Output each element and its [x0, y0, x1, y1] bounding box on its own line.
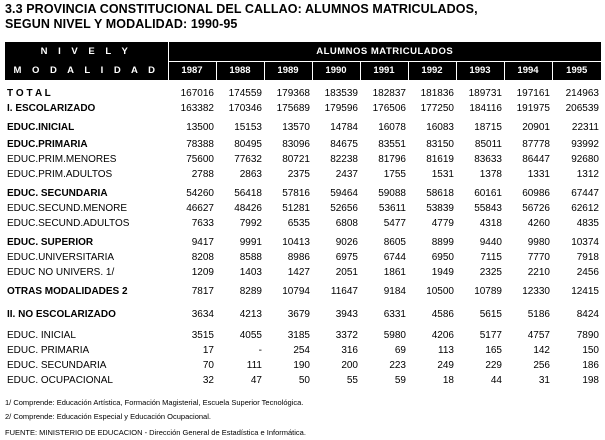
- value-cell-1993: 2325: [479, 267, 502, 278]
- value-cell-1991: 59088: [378, 188, 406, 199]
- value-cell-1989: 57816: [282, 188, 310, 199]
- value-cell-1995: 12415: [571, 286, 599, 297]
- table-row: [5, 250, 601, 265]
- value-cell-1994: 191975: [516, 103, 550, 114]
- value-cell-1987: 13500: [186, 122, 214, 133]
- value-cell-1989: 175689: [276, 103, 310, 114]
- value-cell-1994: 86447: [522, 154, 550, 165]
- value-cell-1992: 6950: [431, 252, 454, 263]
- row-label: EDUC. SECUNDARIA: [7, 188, 108, 199]
- row-label: OTRAS MODALIDADES 2: [7, 286, 128, 297]
- table-row: [5, 373, 601, 388]
- row-label: EDUC.SECUND.ADULTOS: [7, 218, 130, 229]
- header-year-1989: 1989: [264, 61, 312, 80]
- value-cell-1991: 16078: [378, 122, 406, 133]
- value-cell-1994: 2210: [527, 267, 550, 278]
- table-row: [5, 201, 601, 216]
- value-cell-1994: 9980: [527, 237, 550, 248]
- value-cell-1994: 20901: [522, 122, 550, 133]
- value-cell-1995: 2456: [576, 267, 599, 278]
- table-row: [5, 265, 601, 280]
- header-nivel: N I V E L Y: [5, 42, 168, 61]
- value-cell-1988: 1403: [239, 267, 262, 278]
- value-cell-1992: 4779: [431, 218, 454, 229]
- value-cell-1988: 7992: [239, 218, 262, 229]
- value-cell-1987: 70: [202, 360, 214, 371]
- value-cell-1989: 6535: [287, 218, 310, 229]
- value-cell-1989: 50: [298, 375, 310, 386]
- enrollment-table: [5, 42, 601, 388]
- value-cell-1995: 206539: [565, 103, 599, 114]
- value-cell-1988: 2863: [239, 169, 262, 180]
- value-cell-1993: 44: [490, 375, 502, 386]
- value-cell-1990: 316: [341, 345, 358, 356]
- row-label: EDUC.PRIM.ADULTOS: [7, 169, 113, 180]
- row-label: T O T A L: [7, 88, 51, 99]
- table-row: [5, 152, 601, 167]
- header-year-1994: 1994: [504, 61, 552, 80]
- table-row: [5, 284, 601, 299]
- value-cell-1989: 3185: [287, 330, 310, 341]
- value-cell-1988: -: [258, 345, 262, 356]
- value-cell-1995: 62612: [571, 203, 599, 214]
- value-cell-1991: 5477: [383, 218, 406, 229]
- table-row: [5, 216, 601, 231]
- value-cell-1987: 17: [202, 345, 214, 356]
- row-label: II. NO ESCOLARIZADO: [7, 309, 116, 320]
- header-year-1992: 1992: [408, 61, 456, 80]
- table-row: [5, 328, 601, 343]
- value-cell-1988: 111: [246, 360, 262, 371]
- value-cell-1992: 4586: [431, 309, 454, 320]
- value-cell-1987: 1209: [191, 267, 214, 278]
- row-label: I. ESCOLARIZADO: [7, 103, 96, 114]
- table-row: [5, 101, 601, 116]
- value-cell-1993: 55843: [474, 203, 502, 214]
- value-cell-1990: 55: [346, 375, 358, 386]
- value-cell-1993: 7115: [480, 252, 502, 263]
- value-cell-1987: 32: [202, 375, 214, 386]
- table-row: [5, 137, 601, 152]
- value-cell-1992: 8899: [431, 237, 454, 248]
- value-cell-1989: 10794: [282, 286, 310, 297]
- value-cell-1994: 7770: [527, 252, 550, 263]
- value-cell-1990: 11647: [330, 286, 358, 297]
- value-cell-1989: 8986: [287, 252, 310, 263]
- value-cell-1993: 5177: [479, 330, 502, 341]
- value-cell-1988: 56418: [234, 188, 262, 199]
- value-cell-1987: 163382: [180, 103, 214, 114]
- value-cell-1988: 80495: [234, 139, 262, 150]
- header-year-1987: 1987: [168, 61, 216, 80]
- value-cell-1994: 4757: [527, 330, 550, 341]
- value-cell-1993: 189731: [468, 88, 502, 99]
- value-cell-1993: 10789: [474, 286, 502, 297]
- value-cell-1990: 3943: [335, 309, 358, 320]
- value-cell-1989: 190: [293, 360, 310, 371]
- value-cell-1989: 1427: [287, 267, 310, 278]
- value-cell-1992: 4206: [431, 330, 454, 341]
- source-note: FUENTE: MINISTERIO DE EDUCACION - Dirección General de Estadística e Informática.: [5, 428, 306, 437]
- value-cell-1993: 83633: [474, 154, 502, 165]
- value-cell-1992: 58618: [426, 188, 454, 199]
- header-year-1995: 1995: [552, 61, 601, 80]
- value-cell-1991: 59: [394, 375, 406, 386]
- row-label: EDUC.PRIMARIA: [7, 139, 88, 150]
- value-cell-1995: 198: [582, 375, 599, 386]
- value-cell-1987: 75600: [186, 154, 214, 165]
- value-cell-1991: 223: [389, 360, 406, 371]
- value-cell-1987: 9417: [191, 237, 214, 248]
- value-cell-1995: 7890: [576, 330, 599, 341]
- value-cell-1989: 254: [293, 345, 310, 356]
- value-cell-1992: 16083: [426, 122, 454, 133]
- value-cell-1990: 52656: [330, 203, 358, 214]
- value-cell-1989: 80721: [282, 154, 310, 165]
- spacer-cell: [5, 299, 601, 307]
- value-cell-1990: 9026: [335, 237, 358, 248]
- value-cell-1995: 4835: [576, 218, 599, 229]
- value-cell-1994: 12330: [522, 286, 550, 297]
- value-cell-1993: 60161: [474, 188, 502, 199]
- value-cell-1988: 4055: [239, 330, 262, 341]
- value-cell-1987: 2788: [191, 169, 214, 180]
- value-cell-1992: 181836: [420, 88, 454, 99]
- value-cell-1988: 8588: [239, 252, 262, 263]
- value-cell-1989: 179368: [276, 88, 310, 99]
- row-label: EDUC. SECUNDARIA: [7, 360, 107, 371]
- value-cell-1995: 93992: [571, 139, 599, 150]
- row-label: EDUC.SECUND.MENORE: [7, 203, 128, 214]
- value-cell-1990: 14784: [330, 122, 358, 133]
- value-cell-1990: 3372: [335, 330, 358, 341]
- title-line-2: SEGUN NIVEL Y MODALIDAD: 1990-95: [5, 17, 238, 31]
- value-cell-1990: 59464: [330, 188, 358, 199]
- value-cell-1992: 1531: [431, 169, 454, 180]
- value-cell-1990: 6808: [335, 218, 358, 229]
- table-row: [5, 120, 601, 135]
- value-cell-1994: 5186: [527, 309, 550, 320]
- spacer-row: [5, 299, 601, 307]
- header-year-1991: 1991: [360, 61, 408, 80]
- table-row: [5, 86, 601, 101]
- value-cell-1994: 56726: [522, 203, 550, 214]
- table-row: [5, 235, 601, 250]
- value-cell-1987: 7817: [191, 286, 214, 297]
- value-cell-1991: 8605: [383, 237, 406, 248]
- value-cell-1995: 67447: [571, 188, 599, 199]
- value-cell-1991: 9184: [383, 286, 406, 297]
- value-cell-1992: 177250: [420, 103, 454, 114]
- table-row: [5, 358, 601, 373]
- value-cell-1991: 182837: [372, 88, 406, 99]
- value-cell-1992: 53839: [426, 203, 454, 214]
- value-cell-1988: 48426: [234, 203, 262, 214]
- value-cell-1988: 174559: [228, 88, 262, 99]
- value-cell-1989: 13570: [282, 122, 310, 133]
- header-year-1993: 1993: [456, 61, 504, 80]
- value-cell-1995: 22311: [571, 122, 599, 133]
- value-cell-1987: 46627: [186, 203, 214, 214]
- value-cell-1993: 5615: [479, 309, 502, 320]
- value-cell-1994: 256: [533, 360, 550, 371]
- value-cell-1995: 150: [582, 345, 599, 356]
- value-cell-1991: 69: [394, 345, 406, 356]
- value-cell-1987: 3634: [191, 309, 214, 320]
- value-cell-1991: 5980: [383, 330, 406, 341]
- value-cell-1993: 18715: [474, 122, 502, 133]
- value-cell-1994: 31: [538, 375, 550, 386]
- value-cell-1990: 2051: [335, 267, 358, 278]
- value-cell-1991: 53611: [378, 203, 406, 214]
- value-cell-1988: 77632: [234, 154, 262, 165]
- value-cell-1994: 142: [533, 345, 550, 356]
- value-cell-1990: 179596: [324, 103, 358, 114]
- row-label: EDUC.UNIVERSITARIA: [7, 252, 115, 263]
- value-cell-1988: 47: [250, 375, 262, 386]
- value-cell-1994: 4260: [527, 218, 550, 229]
- value-cell-1992: 81619: [426, 154, 454, 165]
- row-label: EDUC.PRIM.MENORES: [7, 154, 117, 165]
- value-cell-1990: 6975: [335, 252, 358, 263]
- value-cell-1992: 249: [437, 360, 454, 371]
- row-label: EDUC. SUPERIOR: [7, 237, 94, 248]
- value-cell-1987: 8208: [191, 252, 214, 263]
- value-cell-1991: 83551: [378, 139, 406, 150]
- value-cell-1994: 87778: [522, 139, 550, 150]
- value-cell-1993: 9440: [479, 237, 502, 248]
- value-cell-1993: 184116: [469, 103, 502, 114]
- value-cell-1993: 1378: [479, 169, 502, 180]
- value-cell-1987: 7633: [191, 218, 214, 229]
- value-cell-1989: 2375: [287, 169, 310, 180]
- value-cell-1988: 15153: [234, 122, 262, 133]
- row-label: EDUC. INICIAL: [7, 330, 76, 341]
- header-year-1988: 1988: [216, 61, 264, 80]
- value-cell-1992: 113: [438, 345, 454, 356]
- title-line-1: 3.3 PROVINCIA CONSTITUCIONAL DEL CALLAO: ALUMNOS MATRICULADOS,: [5, 2, 478, 16]
- value-cell-1987: 167016: [180, 88, 214, 99]
- value-cell-1994: 60986: [522, 188, 550, 199]
- value-cell-1993: 165: [485, 345, 502, 356]
- value-cell-1987: 78388: [186, 139, 214, 150]
- value-cell-1991: 6744: [383, 252, 406, 263]
- value-cell-1991: 6331: [383, 309, 406, 320]
- value-cell-1995: 1312: [576, 169, 599, 180]
- value-cell-1995: 8424: [576, 309, 599, 320]
- table-row: [5, 186, 601, 201]
- row-label: EDUC.INICIAL: [7, 122, 75, 133]
- value-cell-1994: 1331: [527, 169, 550, 180]
- table-title: [5, 2, 478, 32]
- footnote-1: 1/ Comprende: Educación Artística, Formación Magisterial, Escuela Superior Tecnológica.: [5, 398, 304, 407]
- value-cell-1989: 83096: [282, 139, 310, 150]
- row-label: EDUC NO UNIVERS. 1/: [7, 267, 115, 278]
- value-cell-1990: 84675: [330, 139, 358, 150]
- value-cell-1992: 1949: [431, 267, 454, 278]
- value-cell-1993: 229: [485, 360, 502, 371]
- table-row: [5, 307, 601, 322]
- value-cell-1988: 4213: [239, 309, 262, 320]
- value-cell-1990: 183539: [324, 88, 358, 99]
- value-cell-1994: 197161: [516, 88, 550, 99]
- header-alumnos-matriculados: ALUMNOS MATRICULADOS: [168, 42, 601, 61]
- value-cell-1991: 1755: [383, 169, 406, 180]
- value-cell-1995: 214963: [565, 88, 599, 99]
- value-cell-1990: 2437: [335, 169, 358, 180]
- value-cell-1988: 9991: [239, 237, 262, 248]
- value-cell-1992: 10500: [426, 286, 454, 297]
- value-cell-1992: 83150: [426, 139, 454, 150]
- value-cell-1993: 4318: [479, 218, 502, 229]
- table-row: [5, 343, 601, 358]
- value-cell-1989: 51281: [282, 203, 310, 214]
- value-cell-1991: 1861: [383, 267, 406, 278]
- value-cell-1992: 18: [442, 375, 454, 386]
- value-cell-1995: 10374: [571, 237, 599, 248]
- value-cell-1990: 82238: [330, 154, 358, 165]
- value-cell-1991: 81796: [378, 154, 406, 165]
- footnote-2: 2/ Comprende: Educación Especial y Educación Ocupacional.: [5, 412, 211, 421]
- value-cell-1988: 170346: [228, 103, 262, 114]
- value-cell-1995: 7918: [576, 252, 599, 263]
- value-cell-1995: 92680: [571, 154, 599, 165]
- value-cell-1988: 8289: [239, 286, 262, 297]
- value-cell-1989: 3679: [287, 309, 310, 320]
- header-modalidad: M O D A L I D A D: [5, 61, 168, 80]
- value-cell-1987: 3515: [191, 330, 214, 341]
- row-label: EDUC. OCUPACIONAL: [7, 375, 113, 386]
- header-year-1990: 1990: [312, 61, 360, 80]
- value-cell-1995: 186: [582, 360, 599, 371]
- table-row: [5, 167, 601, 182]
- value-cell-1990: 200: [341, 360, 358, 371]
- row-label: EDUC. PRIMARIA: [7, 345, 90, 356]
- value-cell-1989: 10413: [282, 237, 310, 248]
- value-cell-1987: 54260: [186, 188, 214, 199]
- value-cell-1993: 85011: [474, 139, 502, 150]
- value-cell-1991: 176506: [372, 103, 406, 114]
